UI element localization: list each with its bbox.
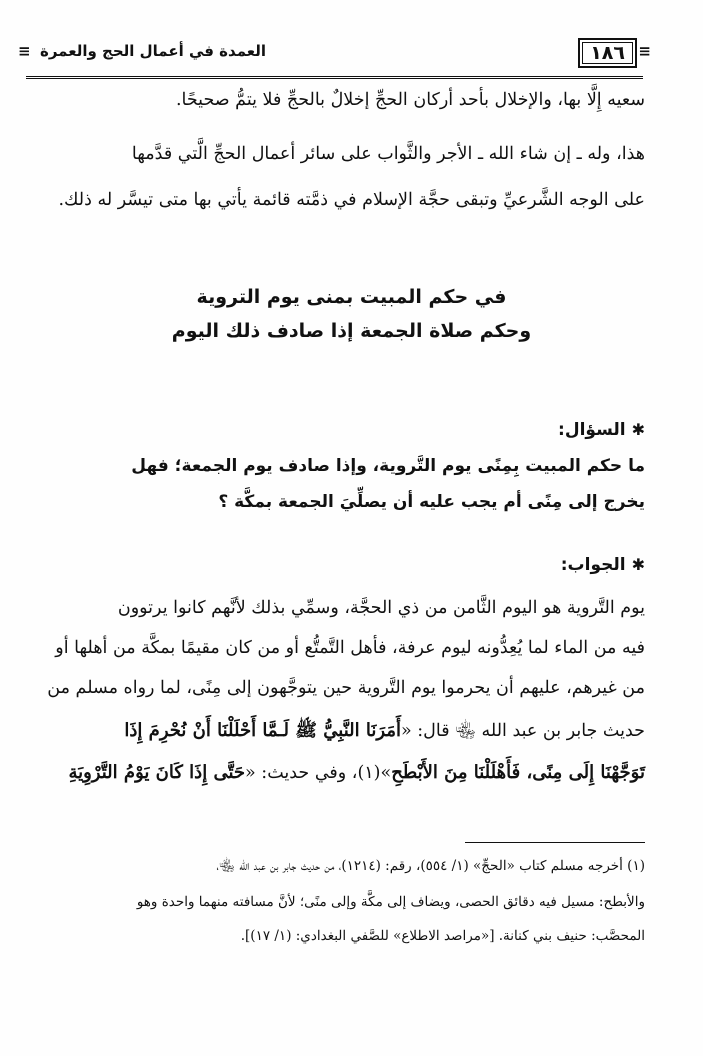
answer-line-3: من غيرهم، عليهم أن يحرموا يوم التَّروية حين يتوجَّهون إلى مِنًى، لما رواه مسلم من	[47, 678, 645, 698]
header-ornament-left: ≡	[18, 42, 31, 60]
footnote-ref[interactable]: »(١)	[357, 763, 392, 783]
answer-line-5-text: ، وفي حديث: «	[245, 763, 358, 783]
intro-line-1: سعيه إِلَّا بها، والإخلال بأحد أركان الحجِّ إخلالٌ بالحجِّ فلا يتمُّ صحيحًا.	[175, 90, 645, 110]
question-line-2: يخرج إلى مِنًى أم يجب عليه أن يصلِّيَ الجمعة بمكَّة ؟	[218, 492, 645, 512]
footnote-divider	[465, 842, 645, 843]
answer-line-5	[40, 762, 645, 784]
answer-line-4-text: حديث جابر بن عبد الله ﵄ قال: «	[400, 721, 645, 741]
answer-label-text: الجواب:	[560, 555, 626, 575]
section-heading-line-1: في حكم المبيت بمنى يوم التروية	[196, 286, 507, 308]
answer-line-1: يوم التَّروية هو اليوم الثَّامن من ذي الحجَّة، وسمِّي بذلك لأنَّهم كانوا يرتوون	[117, 598, 645, 618]
footnote-line-1: (١) أخرجه مسلم كتاب «الحجِّ» (١/ ٥٥٤)، رقم: (١٢١٤)، من حديث جابر بن عبد الله ﵄،	[216, 858, 645, 874]
running-title: العمدة في أعمال الحج والعمرة	[40, 42, 266, 60]
answer-label	[561, 555, 645, 575]
page-header	[18, 36, 651, 79]
footnote-line-3: المحصَّب: حنيف بني كنانة. [«مراصد الاطلاع» للصَّفي البغدادي: (١/ ١٧)].	[240, 928, 645, 944]
answer-line-4	[40, 720, 645, 742]
page-number: ١٨٦	[578, 38, 637, 68]
footnote-line-2: والأبطح: مسيل فيه دقائق الحصى، ويضاف إلى مكَّة وإلى منًى؛ لأنَّ مسافته منهما واحدة وهو	[136, 894, 645, 910]
asterisk-ornament-icon: ✱	[631, 555, 645, 574]
hadith-quote-2: حَتَّى إِذَا كَانَ يَوْمُ التَّرْوِيَةِ	[68, 762, 246, 783]
question-label-text: السؤال:	[558, 420, 626, 440]
section-heading-line-2: وحكم صلاة الجمعة إذا صادف ذلك اليوم	[171, 320, 532, 342]
intro-line-2: هذا، وله ـ إن شاء الله ـ الأجر والثَّواب على سائر أعمال الحجِّ الَّتي قدَّمها	[131, 144, 645, 164]
intro-line-3: على الوجه الشَّرعيِّ وتبقى حجَّة الإسلام في ذمَّته قائمة يأتي بها متى تيسَّر له ذلك.	[58, 190, 645, 210]
answer-line-2: فيه من الماء لما يُعِدُّونه ليوم عرفة، فأهل التَّمتُّع أو من كان مقيمًا بمكَّة من أهلها أو	[55, 638, 645, 658]
header-ornament-right: ≡	[638, 42, 651, 60]
asterisk-ornament-icon: ✱	[631, 420, 645, 439]
question-line-1: ما حكم المبيت بِمِنًى يوم التَّروية، وإذا صادف يوم الجمعة؛ فهل	[131, 456, 645, 476]
hadith-quote-1: أَمَرَنَا النَّبِيُّ ﷺ لَـمَّا أَحْلَلْنَا أَنْ نُحْرِمَ إِذَا	[124, 720, 401, 741]
hadith-quote-1-end: تَوَجَّهْنَا إِلَى مِنًى، فَأَهْلَلْنَا مِنَ الأَبْطَحِ	[391, 762, 645, 783]
question-label	[558, 420, 645, 440]
